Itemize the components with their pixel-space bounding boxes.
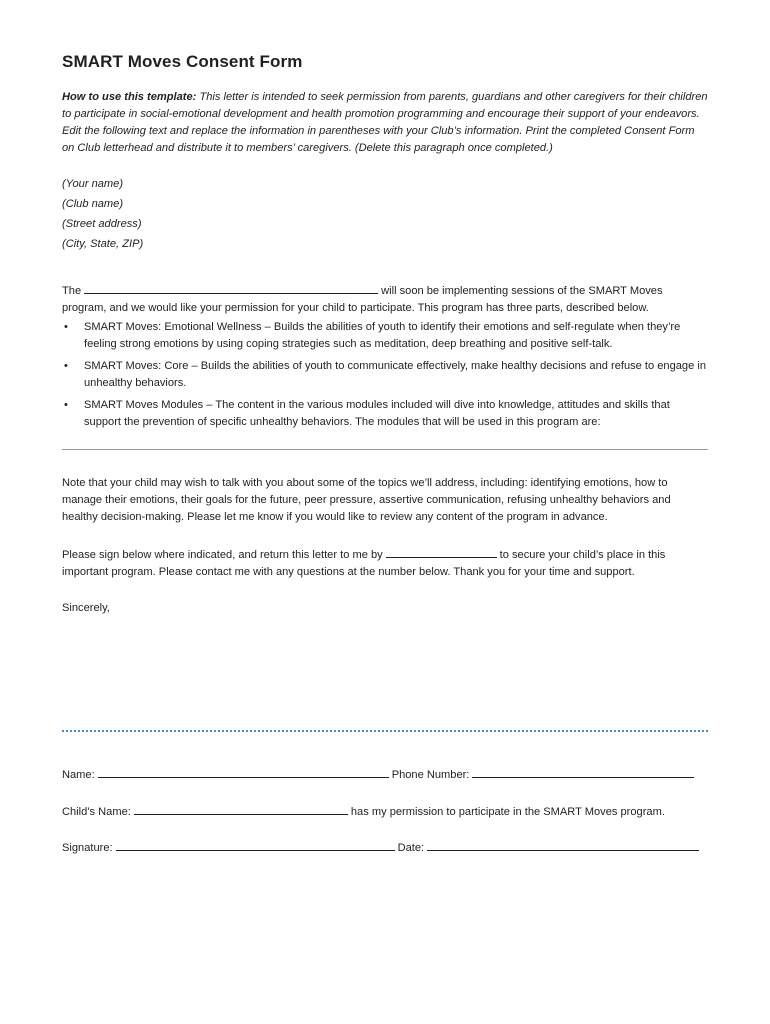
signature-field[interactable] [116, 840, 395, 851]
signature-label: Signature: [62, 842, 113, 854]
instructions-text: This letter is intended to seek permission from parents, guardians and other caregivers for their children to participate in social-emotional development and health promotion programming and encourage their support of your endeavors. Edit the following text and replace the information in parentheses with your Club’s information. Print the completed Consent Form on Club letterhead and distribute it to members’ caregivers. (Delete this paragraph once completed.) [62, 91, 708, 154]
sender-name: (Your name) [62, 177, 124, 190]
name-field[interactable] [98, 767, 389, 778]
part-emotional-wellness: SMART Moves: Emotional Wellness – Builds the abilities of youth to identify their emotions and self-regulate when they’re feeling strong emotions by using coping strategies such as meditation, deep breathing and positive self-talk. [84, 320, 681, 350]
program-parts-list [62, 319, 708, 431]
date-field[interactable] [427, 840, 699, 851]
intro-paragraph [62, 283, 708, 317]
date-label: Date: [397, 842, 425, 854]
return-before-blank: Please sign below where indicated, and return this letter to me by [62, 548, 383, 561]
child-name-label: Child’s Name: [62, 805, 131, 818]
consent-letter [62, 52, 708, 614]
return-date-blank[interactable] [386, 547, 497, 558]
city-state-zip: (City, State, ZIP) [62, 237, 144, 250]
list-item [62, 397, 708, 431]
street-address: (Street address) [62, 217, 142, 230]
signature-date-row [62, 840, 708, 858]
list-item [62, 358, 708, 392]
note-paragraph: Note that your child may wish to talk with you about some of the topics we’ll address, including: identifying emotions, how to manage their emotions, their goals for the future, peer pressure, assertive communication, refusing unhealthy behaviors and healthy decision-making. Please let me know if you would like to review any content of the program in advance. [62, 476, 671, 523]
organization-blank[interactable] [84, 283, 378, 294]
part-core: SMART Moves: Core – Builds the abilities of youth to communicate effectively, make healthy decisions and refuse to engage in unhealthy behaviors. [84, 359, 706, 389]
closing: Sincerely, [62, 601, 110, 614]
name-phone-row [62, 767, 708, 785]
modules-entry-line[interactable] [62, 449, 708, 450]
club-name: (Club name) [62, 197, 124, 210]
bullet-icon: • [64, 359, 68, 372]
child-permission-text: has my permission to participate in the SMART Moves program. [350, 805, 665, 818]
signature-fields [62, 767, 708, 877]
template-instructions [62, 89, 708, 157]
page-title: SMART Moves Consent Form [62, 52, 303, 71]
child-row [62, 804, 708, 822]
bullet-icon: • [64, 398, 68, 411]
name-label: Name: [62, 769, 95, 781]
instructions-lead: How to use this template: [62, 91, 197, 103]
part-modules: SMART Moves Modules – The content in the various modules included will dive into knowledge, attitudes and skills that support the prevention of specific unhealthy behaviors. The modules that will be used in this program are: [84, 398, 670, 428]
bullet-icon: • [64, 320, 68, 333]
list-item [62, 319, 708, 353]
phone-label: Phone Number: [391, 769, 470, 781]
child-name-field[interactable] [134, 804, 348, 815]
sender-address [62, 175, 708, 255]
intro-before-blank: The [62, 284, 82, 297]
phone-field[interactable] [472, 767, 694, 778]
return-paragraph [62, 547, 708, 581]
return-after-blank: to secure your child’s place in this important program. Please contact me with any questions at the number below. Thank you for your time and support. [62, 548, 666, 578]
cut-line-divider [62, 730, 708, 732]
intro-after-blank: will soon be implementing sessions of the SMART Moves program, and we would like your permission for your child to participate. This program has three parts, described below. [62, 284, 663, 314]
